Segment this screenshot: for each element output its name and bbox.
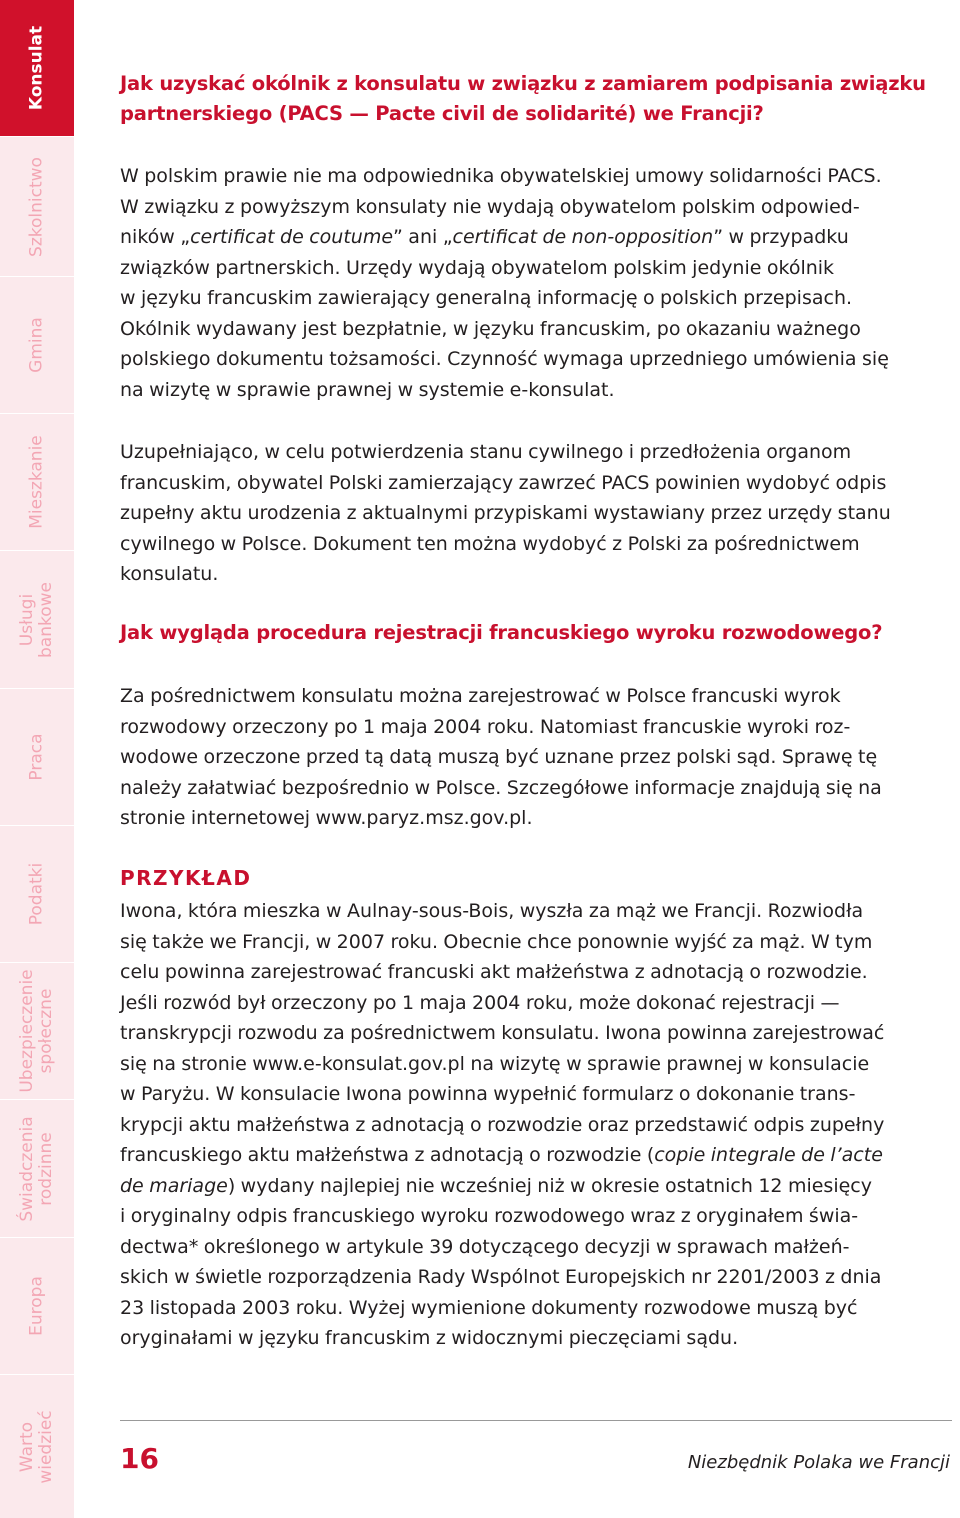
divorce-answer-paragraph: Za pośrednictwem konsulatu można zarejestrować w Polsce francuski wyrok rozwodowy orzeczony po 1 maja 2004 roku. Natomiast francuskie wyroki roz- wodowe orzeczone przed tą datą muszą być uznane przez polski sąd. Sprawę tę należy załatwiać bezpośrednio w Polsce. Szczegółowe informacje znajdują się na stronie internetowej www.paryz.msz.gov.pl. <box>120 685 882 829</box>
tab-podatki-label: Podatki <box>26 862 47 926</box>
example-title: PRZYKŁAD <box>120 866 252 890</box>
pacs-question-heading: Jak uzyskać okólnik z konsulatu w związku z zamiarem podpisania związku partnerskiego (PACS — Pacte civil de solidarité) we Francji? <box>120 72 926 125</box>
sidebar-nav <box>0 0 74 1518</box>
tab-warto-wiedziec-label: Warto wiedzieć <box>17 1409 56 1484</box>
tab-szkolnictwo-label: Szkolnictwo <box>26 156 47 257</box>
tab-mieszkanie[interactable] <box>0 414 74 551</box>
footer-divider <box>120 1420 952 1421</box>
tab-warto-wiedziec[interactable] <box>0 1375 74 1518</box>
tab-uslugi-bankowe-label: Usługi bankowe <box>17 581 56 658</box>
divorce-question-heading: Jak wygląda procedura rejestracji francuskiego wyroku rozwodowego? <box>120 621 883 644</box>
pacs-supplement-paragraph: Uzupełniająco, w celu potwierdzenia stanu cywilnego i przedłożenia organom francuskim, obywatel Polski zamierzający zawrzeć PACS powinien wydobyć odpis zupełny aktu urodzenia z aktualnymi przypiskami wystawiany przez urzędy stanu cywilnego w Polsce. Dokument ten można wydobyć z Polski za pośrednictwem konsulatu. <box>120 441 891 585</box>
tab-gmina-label: Gmina <box>26 317 47 373</box>
tab-gmina[interactable] <box>0 277 74 414</box>
page-number: 16 <box>120 1442 159 1475</box>
tab-swiadczenia-rodzinne-label: Świadczenia rodzinne <box>17 1115 56 1222</box>
tab-ubezpieczenie-spoleczne-label: Ubezpieczenie społeczne <box>17 969 56 1093</box>
tab-konsulat[interactable] <box>0 0 74 137</box>
tab-mieszkanie-label: Mieszkanie <box>26 435 47 529</box>
tab-praca[interactable] <box>0 689 74 826</box>
pacs-answer-paragraph: W polskim prawie nie ma odpowiednika obywatelskiej umowy solidarności PACS. W związku z powyższym konsulaty nie wydają obywatelom polskim odpowied- ników „certificat de coutume” ani „certificat de non-opposition” w przypadku związków partnerskich. Urzędy wydają obywatelom polskim jedynie okólnik w języku francuskim zawierający generalną informację o polskich przepisach. Okólnik wydawany jest bezpłatnie, w języku francuskim, po okazaniu ważnego polskiego dokumentu tożsamości. Czynność wymaga uprzedniego umówienia się na wizytę w sprawie prawnej w systemie e-konsulat. <box>120 165 889 401</box>
tab-podatki[interactable] <box>0 826 74 963</box>
tab-szkolnictwo[interactable] <box>0 137 74 277</box>
tab-europa-label: Europa <box>26 1276 47 1336</box>
tab-swiadczenia-rodzinne[interactable] <box>0 1100 74 1238</box>
tab-europa[interactable] <box>0 1238 74 1375</box>
tab-praca-label: Praca <box>26 733 47 781</box>
example-paragraph: Iwona, która mieszka w Aulnay-sous-Bois, wyszła za mąż we Francji. Rozwiodła się także we Francji, w 2007 roku. Obecnie chce ponownie wyjść za mąż. W tym celu powinna zarejestrować francuski akt małżeństwa z adnotacją o rozwodzie. Jeśli rozwód był orzeczony po 1 maja 2004 roku, może dokonać rejestracji — transkrypcji rozwodu za pośrednictwem konsulatu. Iwona powinna zarejestrować się na stronie www.e-konsulat.gov.pl na wizytę w sprawie prawnej w konsulacie w Paryżu. W konsulacie Iwona powinna wypełnić formularz o dokonanie trans- krypcji aktu małżeństwa z adnotacją o rozwodzie oraz przedstawić odpis zupełny francuskiego aktu małżeństwa z adnotacją o rozwodzie (copie integrale de l’acte de mariage) wydany najlepiej nie wcześniej niż w okresie ostatnich 12 miesięcy i oryginalny odpis francuskiego wyroku rozwodowego wraz z oryginałem świa- dectwa* określonego w artykule 39 dotyczącego decyzji w sprawach małżeń- skich w świetle rozporządzenia Rady Wspólnot Europejskich nr 2201/2003 z dnia 23 listopada 2003 roku. Wyżej wymienione dokumenty rozwodowe muszą być oryginałami w języku francuskim z widocznymi pieczęciami sądu. <box>120 900 885 1349</box>
tab-uslugi-bankowe[interactable] <box>0 551 74 689</box>
publication-title: Niezbędnik Polaka we Francji <box>687 1452 950 1473</box>
tab-ubezpieczenie-spoleczne[interactable] <box>0 963 74 1100</box>
tab-konsulat-label: Konsulat <box>26 25 47 111</box>
